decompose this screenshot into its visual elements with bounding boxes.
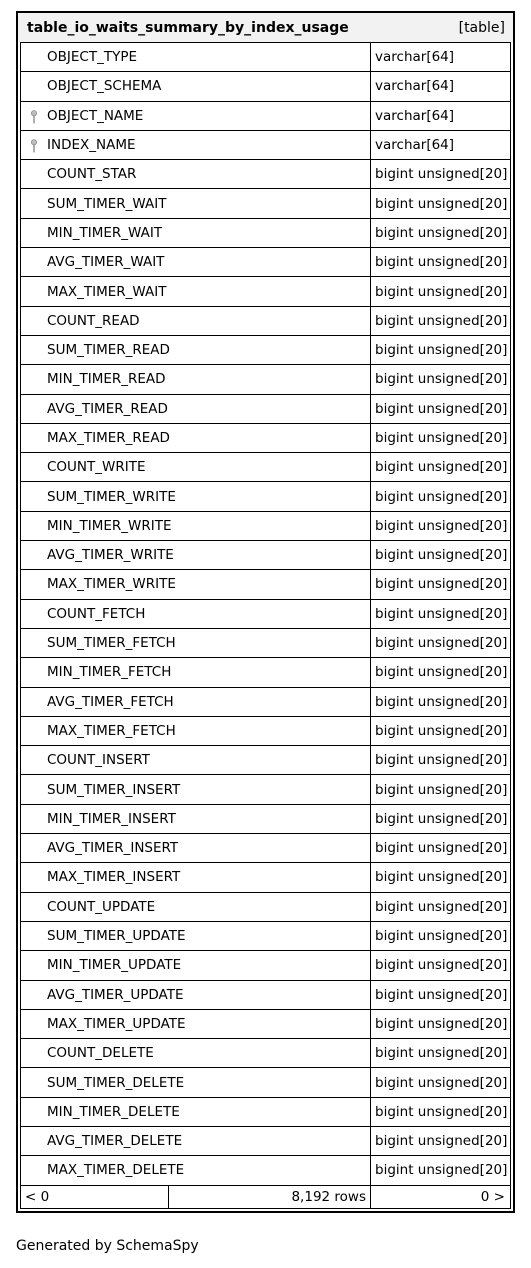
column-name: OBJECT_NAME bbox=[47, 107, 144, 124]
column-name-cell bbox=[20, 834, 371, 862]
column-row[interactable] bbox=[20, 335, 511, 364]
column-name-cell bbox=[20, 189, 371, 217]
column-type: bigint unsigned[20] bbox=[371, 277, 511, 305]
column-row[interactable] bbox=[20, 188, 511, 217]
column-name: MAX_TIMER_WRITE bbox=[47, 576, 176, 593]
column-name: MIN_TIMER_READ bbox=[47, 371, 166, 388]
column-row[interactable] bbox=[20, 745, 511, 774]
column-row[interactable] bbox=[20, 1097, 511, 1126]
column-name: AVG_TIMER_DELETE bbox=[47, 1133, 183, 1150]
column-name: AVG_TIMER_UPDATE bbox=[47, 986, 184, 1003]
column-name: AVG_TIMER_FETCH bbox=[47, 693, 174, 710]
column-name-cell bbox=[20, 365, 371, 393]
generated-by-label: Generated by SchemaSpy bbox=[16, 1238, 199, 1254]
column-name: AVG_TIMER_WAIT bbox=[47, 254, 165, 271]
column-type: bigint unsigned[20] bbox=[371, 775, 511, 803]
column-type: varchar[64] bbox=[371, 131, 511, 159]
column-name: MAX_TIMER_READ bbox=[47, 430, 170, 446]
column-name-cell bbox=[20, 1010, 371, 1038]
column-name: MIN_TIMER_INSERT bbox=[47, 810, 176, 827]
key-icon bbox=[30, 110, 38, 124]
column-type: varchar[64] bbox=[371, 43, 511, 71]
column-name: AVG_TIMER_WRITE bbox=[47, 547, 174, 564]
column-name-cell bbox=[20, 72, 371, 100]
column-type: bigint unsigned[20] bbox=[371, 307, 511, 335]
column-type: bigint unsigned[20] bbox=[371, 893, 511, 921]
column-row[interactable] bbox=[20, 452, 511, 481]
column-type: bigint unsigned[20] bbox=[371, 1156, 511, 1184]
column-type: bigint unsigned[20] bbox=[371, 688, 511, 716]
column-name: SUM_TIMER_FETCH bbox=[47, 635, 176, 652]
column-name-cell bbox=[20, 629, 371, 657]
column-row[interactable] bbox=[20, 364, 511, 393]
column-name: SUM_TIMER_READ bbox=[47, 342, 170, 359]
column-name-cell bbox=[20, 336, 371, 364]
column-type: bigint unsigned[20] bbox=[371, 922, 511, 950]
column-name-cell bbox=[20, 775, 371, 803]
column-type: bigint unsigned[20] bbox=[371, 746, 511, 774]
column-row[interactable] bbox=[20, 921, 511, 950]
parents-count[interactable]: < 0 bbox=[20, 1186, 169, 1208]
column-row[interactable] bbox=[20, 657, 511, 686]
column-name-cell bbox=[20, 43, 371, 71]
column-name-cell bbox=[20, 746, 371, 774]
column-row[interactable] bbox=[20, 833, 511, 862]
column-type: bigint unsigned[20] bbox=[371, 424, 511, 452]
column-type: bigint unsigned[20] bbox=[371, 570, 511, 598]
column-name: COUNT_DELETE bbox=[47, 1045, 154, 1062]
column-name-cell bbox=[20, 717, 371, 745]
column-row[interactable] bbox=[20, 599, 511, 628]
column-name-cell bbox=[20, 951, 371, 979]
column-type: bigint unsigned[20] bbox=[371, 482, 511, 510]
column-name: COUNT_UPDATE bbox=[47, 898, 156, 915]
column-row[interactable] bbox=[20, 276, 511, 305]
children-count[interactable]: 0 > bbox=[371, 1186, 511, 1208]
column-name: MIN_TIMER_WRITE bbox=[47, 517, 172, 534]
column-row[interactable] bbox=[20, 218, 511, 247]
column-type: bigint unsigned[20] bbox=[371, 365, 511, 393]
column-name-cell bbox=[20, 600, 371, 628]
table-type-tag: [table] bbox=[458, 19, 505, 36]
column-row[interactable] bbox=[20, 950, 511, 979]
column-name-cell bbox=[20, 1068, 371, 1096]
column-name: COUNT_WRITE bbox=[47, 459, 146, 476]
column-row[interactable] bbox=[20, 980, 511, 1009]
column-name-cell bbox=[20, 981, 371, 1009]
column-name-cell bbox=[20, 512, 371, 540]
column-name: MIN_TIMER_UPDATE bbox=[47, 957, 182, 974]
column-name: SUM_TIMER_WAIT bbox=[47, 195, 167, 212]
column-row[interactable] bbox=[20, 1038, 511, 1067]
column-name: MAX_TIMER_FETCH bbox=[47, 722, 176, 739]
column-name: MAX_TIMER_INSERT bbox=[47, 869, 181, 886]
column-type: bigint unsigned[20] bbox=[371, 981, 511, 1009]
column-name-cell bbox=[20, 863, 371, 891]
table-node[interactable] bbox=[16, 11, 515, 1213]
column-row[interactable] bbox=[20, 1126, 511, 1155]
column-name-cell bbox=[20, 131, 371, 159]
column-name: AVG_TIMER_INSERT bbox=[47, 840, 179, 857]
column-row[interactable] bbox=[20, 628, 511, 657]
column-row[interactable] bbox=[20, 716, 511, 745]
column-name-cell bbox=[20, 395, 371, 423]
column-name-cell bbox=[20, 1098, 371, 1126]
column-type: varchar[64] bbox=[371, 72, 511, 100]
column-type: bigint unsigned[20] bbox=[371, 1039, 511, 1067]
column-row[interactable] bbox=[20, 540, 511, 569]
column-type: bigint unsigned[20] bbox=[371, 541, 511, 569]
column-row[interactable] bbox=[20, 42, 511, 71]
table-footer bbox=[20, 1185, 511, 1209]
column-name-cell bbox=[20, 805, 371, 833]
column-name: MAX_TIMER_UPDATE bbox=[47, 1015, 186, 1032]
column-type: bigint unsigned[20] bbox=[371, 951, 511, 979]
column-type: bigint unsigned[20] bbox=[371, 805, 511, 833]
column-type: bigint unsigned[20] bbox=[371, 395, 511, 423]
column-name: COUNT_READ bbox=[47, 312, 140, 329]
column-name-cell bbox=[20, 248, 371, 276]
column-type: varchar[64] bbox=[371, 102, 511, 130]
column-row[interactable] bbox=[20, 1067, 511, 1096]
column-row[interactable] bbox=[20, 892, 511, 921]
column-row[interactable] bbox=[20, 481, 511, 510]
table-title[interactable]: table_io_waits_summary_by_index_usage bbox=[27, 19, 349, 36]
column-name-cell bbox=[20, 307, 371, 335]
column-name: MAX_TIMER_DELETE bbox=[47, 1162, 185, 1179]
column-type: bigint unsigned[20] bbox=[371, 629, 511, 657]
column-name-cell bbox=[20, 922, 371, 950]
column-type: bigint unsigned[20] bbox=[371, 512, 511, 540]
column-name-cell bbox=[20, 1127, 371, 1155]
column-row[interactable] bbox=[20, 569, 511, 598]
column-row[interactable] bbox=[20, 804, 511, 833]
column-type: bigint unsigned[20] bbox=[371, 600, 511, 628]
column-row[interactable] bbox=[20, 247, 511, 276]
table-header bbox=[18, 13, 513, 42]
column-row[interactable] bbox=[20, 101, 511, 130]
column-name-cell bbox=[20, 424, 371, 452]
column-name: SUM_TIMER_UPDATE bbox=[47, 928, 186, 945]
column-row[interactable] bbox=[20, 130, 511, 159]
column-row[interactable] bbox=[20, 862, 511, 891]
column-name-cell bbox=[20, 893, 371, 921]
column-name-cell bbox=[20, 160, 371, 188]
column-name: SUM_TIMER_INSERT bbox=[47, 781, 181, 798]
column-name-cell bbox=[20, 1039, 371, 1067]
column-type: bigint unsigned[20] bbox=[371, 219, 511, 247]
column-type: bigint unsigned[20] bbox=[371, 248, 511, 276]
column-type: bigint unsigned[20] bbox=[371, 863, 511, 891]
column-name: SUM_TIMER_WRITE bbox=[47, 488, 176, 505]
column-row[interactable] bbox=[20, 1009, 511, 1038]
column-name-cell bbox=[20, 102, 371, 130]
column-row[interactable] bbox=[20, 306, 511, 335]
column-row[interactable] bbox=[20, 71, 511, 100]
column-type: bigint unsigned[20] bbox=[371, 834, 511, 862]
column-name-cell bbox=[20, 658, 371, 686]
column-name-cell bbox=[20, 219, 371, 247]
column-row[interactable] bbox=[20, 774, 511, 803]
column-type: bigint unsigned[20] bbox=[371, 189, 511, 217]
column-name-cell bbox=[20, 688, 371, 716]
column-type: bigint unsigned[20] bbox=[371, 658, 511, 686]
column-name: COUNT_INSERT bbox=[47, 752, 150, 769]
column-row[interactable] bbox=[20, 394, 511, 423]
column-row[interactable] bbox=[20, 511, 511, 540]
column-name-cell bbox=[20, 277, 371, 305]
column-name: MIN_TIMER_DELETE bbox=[47, 1103, 180, 1120]
column-name: AVG_TIMER_READ bbox=[47, 400, 168, 417]
column-name: COUNT_FETCH bbox=[47, 605, 146, 622]
column-row[interactable] bbox=[20, 159, 511, 188]
column-name: COUNT_STAR bbox=[47, 166, 137, 183]
column-type: bigint unsigned[20] bbox=[371, 453, 511, 481]
column-row[interactable] bbox=[20, 687, 511, 716]
column-name: INDEX_NAME bbox=[47, 137, 136, 154]
column-name-cell bbox=[20, 482, 371, 510]
column-name: MIN_TIMER_FETCH bbox=[47, 664, 172, 681]
column-type: bigint unsigned[20] bbox=[371, 1068, 511, 1096]
key-icon bbox=[30, 139, 38, 153]
column-row[interactable] bbox=[20, 423, 511, 452]
column-list bbox=[18, 42, 513, 1185]
column-name: MIN_TIMER_WAIT bbox=[47, 224, 163, 241]
column-type: bigint unsigned[20] bbox=[371, 1127, 511, 1155]
column-name: SUM_TIMER_DELETE bbox=[47, 1074, 185, 1091]
column-type: bigint unsigned[20] bbox=[371, 336, 511, 364]
column-name: MAX_TIMER_WAIT bbox=[47, 283, 167, 300]
column-name-cell bbox=[20, 453, 371, 481]
column-type: bigint unsigned[20] bbox=[371, 160, 511, 188]
column-name-cell bbox=[20, 1156, 371, 1184]
row-count: 8,192 rows bbox=[169, 1186, 371, 1208]
column-name: OBJECT_TYPE bbox=[47, 49, 137, 66]
column-name-cell bbox=[20, 570, 371, 598]
column-type: bigint unsigned[20] bbox=[371, 717, 511, 745]
column-name: OBJECT_SCHEMA bbox=[47, 78, 162, 95]
column-type: bigint unsigned[20] bbox=[371, 1098, 511, 1126]
column-row[interactable] bbox=[20, 1155, 511, 1184]
column-name-cell bbox=[20, 541, 371, 569]
column-type: bigint unsigned[20] bbox=[371, 1010, 511, 1038]
